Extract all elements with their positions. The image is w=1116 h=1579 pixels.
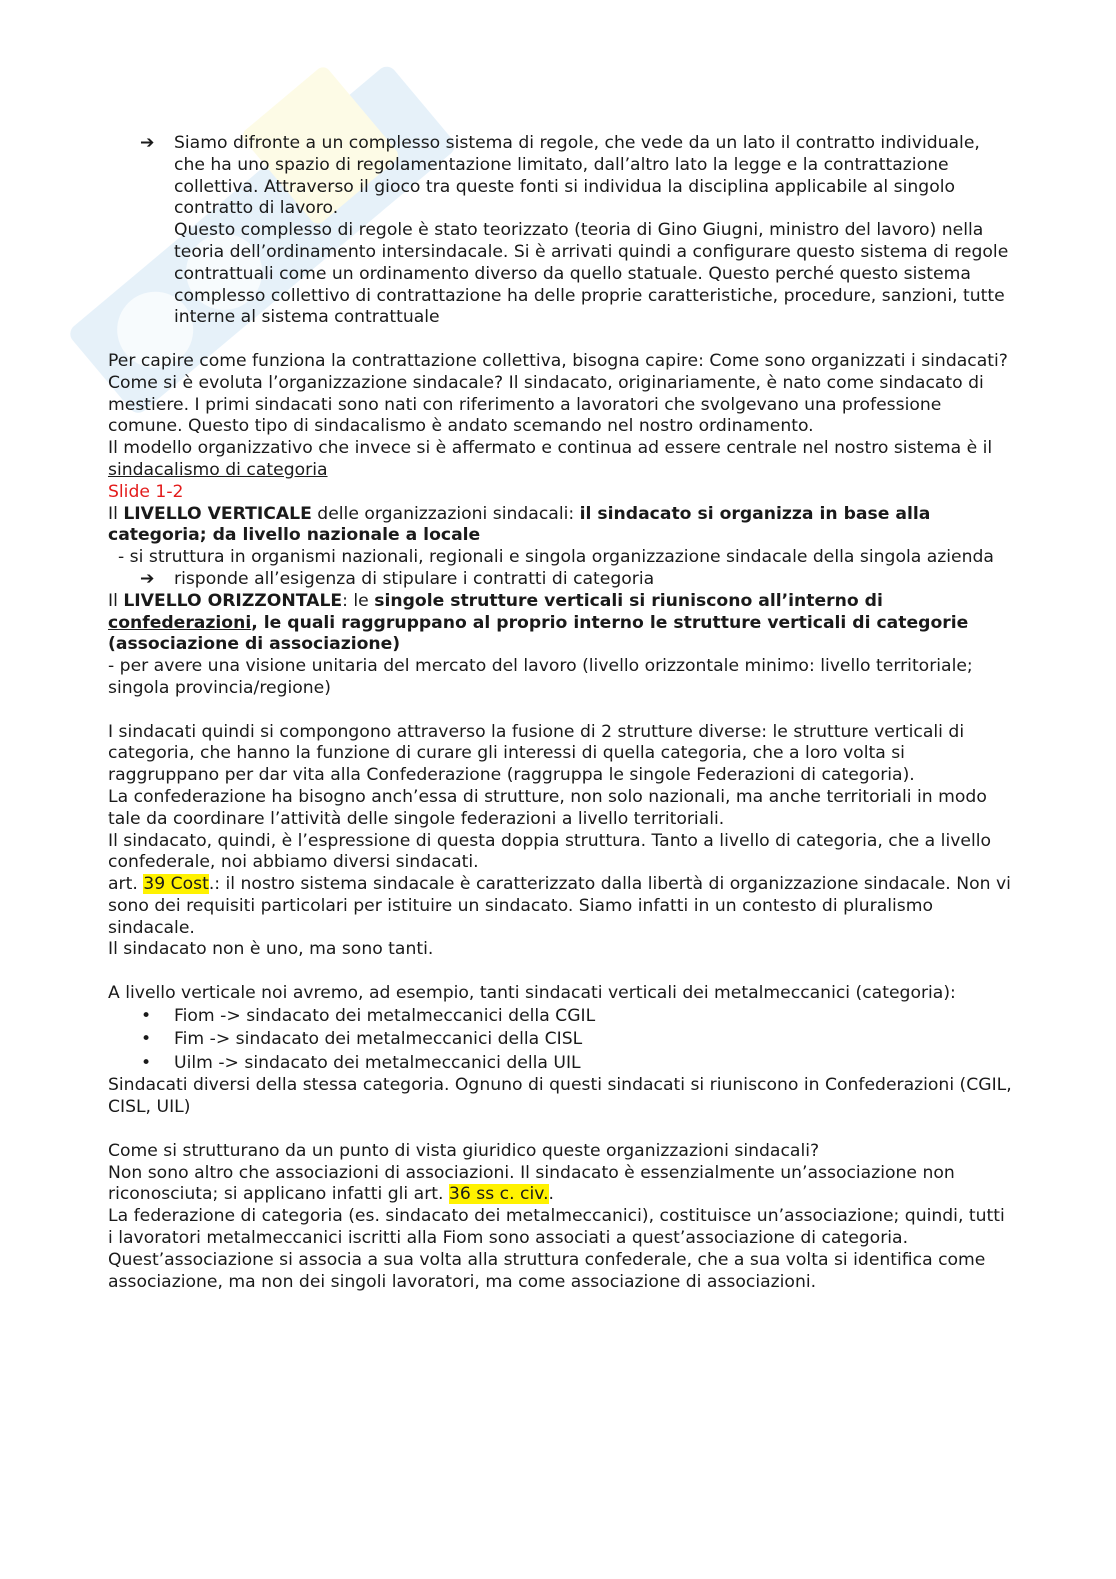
paragraph-text: Quest’associazione si associa a sua volta alla struttura confederale, che a sua volta si identifica come associazione, ma non dei singoli lavoratori, ma come associazione di associazioni. [108,1249,986,1292]
paragraph-text: Per capire come funziona la contrattazione collettiva, bisogna capire: Come sono organizzati i sindacati? [108,350,1008,371]
arrow-paragraph [108,569,1013,591]
paragraph-text: La confederazione ha bisogno anch’essa di strutture, non solo nazionali, ma anche territoriali in modo tale da coordinare l’attività delle singole federazioni a livello territoriali. [108,786,987,829]
bullet-icon: • [141,1029,152,1050]
document-page [108,133,1013,1293]
paragraph-livello-verticale: Il LIVELLO VERTICALE delle organizzazioni sindacali: il sindacato si organizza in base alla categoria; da livello nazionale a locale [108,503,931,546]
bullet-icon: • [141,1052,152,1073]
arrow-icon: ➔ [140,568,155,589]
paragraph-text: Questo complesso di regole è stato teorizzato (teoria di Gino Giugni, ministro del lavoro) nella teoria dell’ordinamento intersindacale. Si è arrivati quindi a configurare questo sistema di regole contrattuali come un ordinamento diverso da quello statuale. Questo perché questo sistema complesso collettivo di contrattazione ha delle proprie caratteristiche, procedure, sanzioni, tutte interne al sistema contrattuale [174,220,1009,328]
dash-item: - per avere una visione unitaria del mercato del lavoro (livello orizzontale minimo: livello territoriale; singola provincia/regione) [108,656,973,698]
highlighted-reference: 36 ss c. civ. [448,1184,549,1205]
paragraph-text: Come si strutturano da un punto di vista giuridico queste organizzazioni sindacali? [108,1140,820,1161]
bullet-list [108,1005,1013,1076]
list-item: • Fim -> sindacato dei metalmeccanici della CISL [108,1028,1013,1052]
underlined-term: sindacalismo di categoria [108,459,328,480]
paragraph-text: art. 39 Cost.: il nostro sistema sindacale è caratterizzato dalla libertà di organizzazione sindacale. Non vi sono dei requisiti particolari per istituire un sindacato. Siamo infatti in un contesto di pluralismo sindacale. [108,874,1011,938]
list-item: • Uilm -> sindacato dei metalmeccanici della UIL [108,1052,1013,1076]
paragraph-text: Il sindacato, quindi, è l’espressione di questa doppia struttura. Tanto a livello di categoria, che a livello confederale, noi abbiamo diversi sindacati. [108,830,992,873]
slide-reference: Slide 1-2 [108,481,184,502]
paragraph-text: risponde all’esigenza di stipulare i contratti di categoria [174,568,655,589]
paragraph-text: Siamo difronte a un complesso sistema di regole, che vede da un lato il contratto individuale, che ha uno spazio di regolamentazione limitato, dall’altro lato la legge e la contrattazione collettiva. Attraverso il gioco tra queste fonti si individua la disciplina applicabile al singolo contratto di lavoro. [174,133,980,219]
paragraph-text: Come si è evoluta l’organizzazione sindacale? Il sindacato, originariamente, è nato come sindacato di mestiere. I primi sindacati sono nati con riferimento a lavoratori che svolgevano una professione comune. Questo tipo di sindacalismo è andato scemando nel nostro ordinamento. [108,372,984,437]
arrow-paragraph [108,133,1013,329]
paragraph-text: I sindacati quindi si compongono attraverso la fusione di 2 strutture diverse: le strutture verticali di categoria, che hanno la funzione di curare gli interessi di quella categoria, che a loro volta si raggruppano per dar vita alla Confederazione (raggruppa le singole Federazioni di categoria). [108,721,965,786]
dash-item: - si struttura in organismi nazionali, regionali e singola organizzazione sindacale della singola azienda [118,547,994,568]
paragraph-text: Il sindacato non è uno, ma sono tanti. [108,939,434,960]
list-item: • Fiom -> sindacato dei metalmeccanici della CGIL [108,1005,1013,1029]
paragraph-text: Il modello organizzativo che invece si è affermato e continua ad essere centrale nel nostro sistema è il sindacalismo di categoria [108,438,993,480]
paragraph-text: A livello verticale noi avremo, ad esempio, tanti sindacati verticali dei metalmeccanici (categoria): [108,983,956,1004]
paragraph-text: Sindacati diversi della stessa categoria. Ognuno di questi sindacati si riuniscono in Confederazioni (CGIL, CISL, UIL) [108,1075,1012,1118]
paragraph-text: La federazione di categoria (es. sindacato dei metalmeccanici), costituisce un’associazione; quindi, tutti i lavoratori metalmeccanici iscritti alla Fiom sono associati a quest’associazione di categoria. [108,1206,1005,1248]
highlighted-reference: 39 Cost [143,874,209,895]
bullet-icon: • [141,1005,152,1026]
paragraph-livello-orizzontale: Il LIVELLO ORIZZONTALE: le singole strutture verticali si riuniscono all’interno di confederazioni, le quali raggruppano al proprio interno le strutture verticali di categorie (associazione di associazione) [108,590,969,655]
paragraph-text: Non sono altro che associazioni di associazioni. Il sindacato è essenzialmente un’associazione non riconosciuta; si applicano infatti gli art. 36 ss c. civ.. [108,1162,955,1205]
arrow-icon: ➔ [140,133,155,153]
